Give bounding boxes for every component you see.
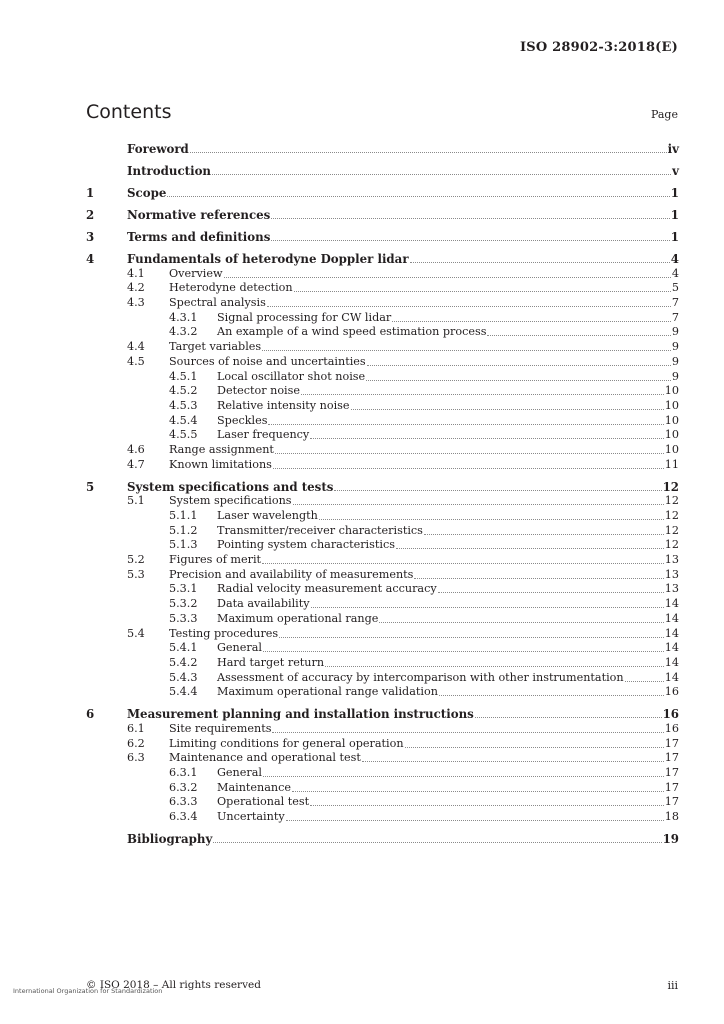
toc-entry-page: 14 — [664, 626, 679, 640]
toc-entry[interactable] — [86, 611, 679, 626]
toc-entry[interactable] — [86, 538, 679, 553]
toc-entry-title: Overview — [169, 266, 223, 280]
toc-entry-number: 4.3 — [127, 296, 145, 310]
toc-entry-page: 13 — [664, 567, 679, 581]
toc-entry-page: 1 — [670, 230, 679, 244]
toc-entry-title: Laser frequency — [217, 428, 310, 442]
toc-entry-page: 12 — [664, 494, 679, 508]
toc-entry-title: Maximum operational range validation — [217, 685, 438, 699]
toc-entry-number: 6.3.3 — [169, 795, 198, 809]
dot-leader — [190, 152, 667, 153]
toc-entry-title: Scope — [127, 186, 167, 200]
dot-leader — [268, 424, 663, 425]
toc-entry-title: Terms and definitions — [127, 230, 271, 244]
toc-entry-page: 12 — [664, 509, 679, 522]
page-number: iii — [667, 979, 678, 992]
toc-entry-number: 6.3 — [127, 751, 145, 765]
toc-entry-title: Detector noise — [217, 384, 300, 398]
toc-entry-number: 4.1 — [127, 266, 145, 280]
toc-entry-number: 6.3.1 — [169, 766, 198, 779]
toc-entry-number: 4.3.2 — [169, 325, 198, 339]
toc-entry-page: 17 — [664, 780, 679, 794]
toc-entry-title: Figures of merit — [169, 553, 262, 567]
toc-entry-page: 16 — [664, 721, 679, 735]
dot-leader — [334, 490, 661, 491]
toc-entry-title: Foreword — [127, 142, 189, 156]
toc-entry-number: 6.3.2 — [169, 780, 198, 794]
dot-leader — [366, 380, 671, 381]
toc-entry-title: Spectral analysis — [169, 296, 266, 310]
toc-entry[interactable] — [86, 655, 679, 670]
toc-entry[interactable] — [86, 442, 679, 457]
toc-entry-title: Measurement planning and installation instructions — [127, 707, 474, 722]
dot-leader — [410, 262, 670, 263]
toc-entry-page: 12 — [664, 523, 679, 537]
dot-leader — [271, 240, 669, 241]
toc-entry-number: 4.3.1 — [169, 310, 198, 324]
toc-entry-page: 13 — [664, 553, 679, 567]
dot-leader — [213, 842, 661, 843]
document-id: ISO 28902-3:2018(E) — [520, 40, 678, 55]
dot-leader — [286, 820, 664, 821]
toc-entry-page: 1 — [670, 208, 679, 222]
toc-entry-title: Pointing system characteristics — [217, 538, 395, 552]
toc-entry-title: Bibliography — [127, 832, 213, 847]
dot-leader — [310, 805, 664, 806]
toc-entry[interactable] — [86, 685, 679, 700]
toc-entry[interactable] — [86, 705, 679, 721]
toc-entry-number: 5.3 — [127, 567, 145, 581]
toc-entry-title: Relative intensity noise — [217, 398, 350, 412]
toc-entry-number: 6 — [86, 707, 95, 722]
page-column-label: Page — [650, 108, 678, 121]
toc-entry[interactable] — [86, 384, 679, 399]
dot-leader — [392, 321, 671, 322]
dot-leader — [263, 651, 664, 652]
toc-entry-title: Data availability — [217, 597, 310, 611]
toc-entry-title: Uncertainty — [217, 810, 285, 824]
toc-entry-page: 9 — [671, 369, 679, 383]
dot-leader — [262, 563, 664, 564]
toc-entry[interactable] — [86, 228, 679, 244]
toc-entry-page: 16 — [662, 707, 679, 722]
toc-entry-title: Maintenance and operational test — [169, 751, 361, 765]
toc-entry-page: 19 — [662, 832, 679, 847]
dot-leader — [379, 622, 663, 623]
toc-entry-number: 1 — [86, 186, 95, 200]
toc-entry-number: 4.5.1 — [169, 369, 198, 383]
dot-leader — [351, 409, 664, 410]
toc-entry-page: 4 — [671, 266, 679, 280]
toc-entry-title: Target variables — [169, 340, 262, 354]
toc-entry[interactable] — [86, 736, 679, 751]
toc-entry[interactable] — [86, 596, 679, 611]
toc-entry-title: Normative references — [127, 208, 271, 222]
dot-leader — [212, 174, 671, 175]
toc-entry-page: 17 — [664, 751, 679, 765]
toc-entry-page: 14 — [664, 597, 679, 611]
toc-entry-page: 12 — [664, 538, 679, 552]
toc-entry[interactable] — [86, 184, 679, 200]
toc-entry[interactable] — [86, 140, 679, 156]
toc-entry-page: 14 — [664, 655, 679, 669]
dot-leader — [294, 291, 671, 292]
copyright-notice: © ISO 2018 – All rights reserved — [86, 979, 261, 991]
toc-entry-title: Assessment of accuracy by intercomparison with other instrumentation — [217, 670, 624, 684]
toc-entry-number: 5.3.3 — [169, 611, 198, 625]
toc-entry-number: 5.1.2 — [169, 523, 198, 537]
toc-entry-number: 4.5.4 — [169, 413, 198, 427]
toc-entry[interactable] — [86, 552, 679, 567]
toc-entry-page: 10 — [664, 384, 679, 398]
toc-entry-page: v — [672, 164, 679, 178]
toc-entry[interactable] — [86, 626, 679, 641]
toc-entry-page: 13 — [664, 582, 679, 596]
dot-leader — [167, 196, 669, 197]
toc-entry-page: 14 — [664, 611, 679, 625]
organization-watermark: International Organization for Standardization — [13, 987, 163, 995]
toc-entry[interactable] — [86, 830, 679, 846]
toc-entry-number: 5.2 — [127, 553, 145, 567]
toc-entry-number: 5.1.3 — [169, 538, 198, 552]
toc-entry-title: Limiting conditions for general operation — [169, 736, 404, 750]
dot-leader — [272, 732, 663, 733]
toc-entry-page: 14 — [664, 670, 679, 684]
table-of-contents — [86, 140, 679, 846]
toc-entry[interactable] — [86, 721, 679, 736]
dot-leader — [301, 394, 664, 395]
toc-entry-page: 7 — [671, 296, 679, 310]
toc-entry-title: Precision and availability of measurements — [169, 567, 414, 581]
dot-leader — [625, 681, 664, 682]
toc-entry[interactable] — [86, 765, 679, 780]
toc-entry-number: 5.1.1 — [169, 509, 198, 522]
toc-entry-number: 5.1 — [127, 494, 145, 508]
dot-leader — [439, 695, 664, 696]
toc-entry-page: 11 — [664, 457, 679, 471]
dot-leader — [362, 761, 664, 762]
toc-entry[interactable] — [86, 428, 679, 443]
dot-leader — [319, 519, 664, 520]
toc-entry-number: 5.4 — [127, 626, 145, 640]
toc-entry-number: 3 — [86, 230, 95, 244]
toc-entry[interactable] — [86, 398, 679, 413]
toc-entry-page: iv — [667, 142, 679, 156]
toc-entry-title: Radial velocity measurement accuracy — [217, 582, 437, 596]
toc-entry-page: 10 — [664, 413, 679, 427]
dot-leader — [396, 548, 664, 549]
toc-entry[interactable] — [86, 413, 679, 428]
toc-entry-title: Fundamentals of heterodyne Doppler lidar — [127, 252, 409, 266]
toc-entry[interactable] — [86, 795, 679, 810]
toc-entry-title: Site requirements — [169, 721, 272, 735]
toc-entry-number: 2 — [86, 208, 95, 222]
dot-leader — [475, 717, 662, 718]
toc-entry-page: 4 — [670, 252, 679, 266]
toc-entry-number: 4.5.2 — [169, 384, 198, 398]
toc-entry-title: Testing procedures — [169, 626, 279, 640]
toc-entry-page: 9 — [671, 325, 679, 339]
toc-entry-number: 4.2 — [127, 281, 145, 295]
toc-entry-title: Laser wavelength — [217, 509, 318, 522]
toc-entry-number: 4.4 — [127, 340, 145, 354]
dot-leader — [310, 438, 663, 439]
dot-leader — [224, 277, 671, 278]
dot-leader — [273, 468, 664, 469]
toc-entry[interactable] — [86, 478, 679, 494]
dot-leader — [405, 747, 664, 748]
toc-entry[interactable] — [86, 523, 679, 538]
toc-entry-title: Hard target return — [217, 655, 325, 669]
dot-leader — [487, 335, 670, 336]
toc-entry-title: System specifications and tests — [127, 479, 334, 494]
dot-leader — [262, 350, 671, 351]
toc-entry-number: 5.4.3 — [169, 670, 198, 684]
toc-entry-page: 9 — [671, 354, 679, 368]
toc-entry-page: 18 — [664, 810, 679, 824]
toc-entry-number: 6.3.4 — [169, 810, 198, 824]
toc-entry-number: 5.4.2 — [169, 655, 198, 669]
toc-entry-title: An example of a wind speed estimation process — [217, 325, 487, 339]
toc-entry-page: 14 — [664, 641, 679, 655]
toc-entry[interactable] — [86, 780, 679, 795]
toc-entry[interactable] — [86, 281, 679, 296]
toc-entry-number: 5 — [86, 479, 95, 494]
page-title: Contents — [86, 101, 172, 123]
toc-entry-title: Introduction — [127, 164, 212, 178]
dot-leader — [271, 218, 669, 219]
toc-entry-number: 5.4.4 — [169, 685, 198, 699]
toc-entry-page: 17 — [664, 795, 679, 809]
dot-leader — [275, 453, 664, 454]
toc-entry-page: 16 — [664, 685, 679, 699]
toc-entry[interactable] — [86, 641, 679, 656]
toc-entry-title: General — [217, 641, 262, 655]
toc-entry-title: Operational test — [217, 795, 310, 809]
toc-entry[interactable] — [86, 295, 679, 310]
dot-leader — [279, 637, 664, 638]
toc-entry-title: Range assignment — [169, 442, 274, 456]
toc-entry-page: 10 — [664, 428, 679, 442]
dot-leader — [267, 306, 671, 307]
toc-entry-number: 4.7 — [127, 457, 145, 471]
toc-entry-number: 4.5 — [127, 354, 145, 368]
dot-leader — [311, 607, 664, 608]
toc-entry[interactable] — [86, 325, 679, 340]
toc-entry-page: 10 — [664, 442, 679, 456]
toc-entry-title: Transmitter/receiver characteristics — [217, 523, 423, 537]
dot-leader — [263, 776, 664, 777]
toc-entry[interactable] — [86, 369, 679, 384]
toc-entry[interactable] — [86, 582, 679, 597]
toc-entry-title: System specifications — [169, 494, 292, 508]
toc-entry-number: 6.1 — [127, 721, 145, 735]
toc-entry-title: Speckles — [217, 413, 268, 427]
toc-entry-page: 10 — [664, 398, 679, 412]
toc-entry-title: Maintenance — [217, 780, 291, 794]
toc-entry[interactable] — [86, 508, 679, 523]
dot-leader — [293, 504, 664, 505]
dot-leader — [325, 666, 664, 667]
toc-entry[interactable] — [86, 310, 679, 325]
toc-entry-page: 7 — [671, 310, 679, 324]
dot-leader — [292, 791, 664, 792]
toc-entry-title: Sources of noise and uncertainties — [169, 354, 366, 368]
toc-entry-number: 4.5.3 — [169, 398, 198, 412]
toc-entry[interactable] — [86, 162, 679, 178]
toc-entry[interactable] — [86, 809, 679, 824]
toc-entry-number: 4.6 — [127, 442, 145, 456]
toc-entry-title: Heterodyne detection — [169, 281, 293, 295]
toc-entry-number: 4 — [86, 252, 95, 266]
toc-entry-page: 1 — [670, 186, 679, 200]
toc-entry[interactable] — [86, 206, 679, 222]
toc-entry[interactable] — [86, 751, 679, 766]
toc-entry[interactable] — [86, 457, 679, 472]
toc-entry-number: 4.5.5 — [169, 428, 198, 442]
toc-entry[interactable] — [86, 339, 679, 354]
toc-entry-title: Signal processing for CW lidar — [217, 310, 392, 324]
toc-entry-page: 12 — [662, 479, 679, 494]
toc-entry-title: Local oscillator shot noise — [217, 369, 366, 383]
dot-leader — [414, 578, 663, 579]
toc-entry-number: 5.3.2 — [169, 597, 198, 611]
dot-leader — [438, 592, 664, 593]
dot-leader — [424, 534, 664, 535]
toc-entry-page: 17 — [664, 736, 679, 750]
toc-entry[interactable] — [86, 494, 679, 509]
toc-entry-title: Known limitations — [169, 457, 272, 471]
toc-entry-title: Maximum operational range — [217, 611, 379, 625]
toc-entry-number: 6.2 — [127, 736, 145, 750]
toc-entry[interactable] — [86, 670, 679, 685]
toc-entry-page: 17 — [664, 766, 679, 779]
toc-entry[interactable] — [86, 250, 679, 266]
toc-entry-title: General — [217, 766, 262, 779]
toc-entry[interactable] — [86, 567, 679, 582]
toc-entry-page: 9 — [671, 340, 679, 354]
toc-entry[interactable] — [86, 354, 679, 369]
toc-entry-page: 5 — [671, 281, 679, 295]
toc-entry-number: 5.4.1 — [169, 641, 198, 655]
toc-entry[interactable] — [86, 266, 679, 281]
dot-leader — [367, 365, 671, 366]
toc-entry-number: 5.3.1 — [169, 582, 198, 596]
